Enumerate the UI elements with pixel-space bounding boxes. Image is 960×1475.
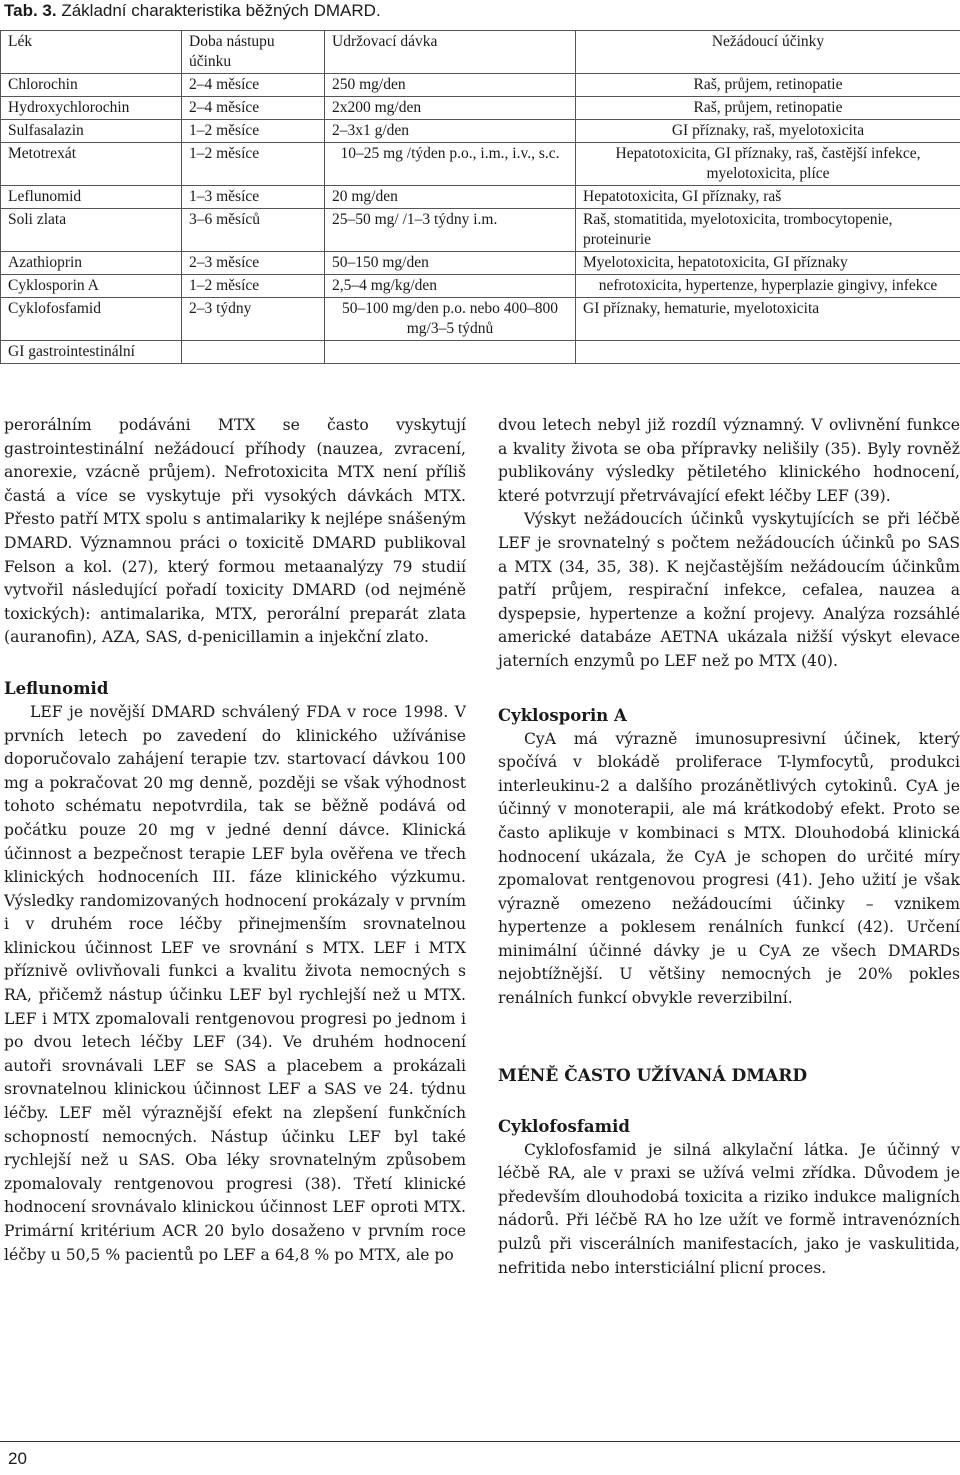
cell-dose: 250 mg/den xyxy=(325,74,576,97)
cell-dose: 50–150 mg/den xyxy=(325,252,576,275)
cell-empty xyxy=(182,341,325,364)
cell-adverse: GI příznaky, hematurie, myelotoxicita xyxy=(576,298,960,341)
cell-drug: Azathioprin xyxy=(1,252,182,275)
header-dose: Udržovací dávka xyxy=(325,31,576,74)
cell-adverse: Hepatotoxicita, GI příznaky, raš, častější infekce, myelotoxicita, plíce xyxy=(576,143,960,186)
section-heading-cyklosporin: Cyklosporin A xyxy=(498,705,627,725)
paragraph: Cyklofosfamid je silná alkylační látka. Je účinný v léčbě RA, ale v praxi se užívá velmi zřídka. Důvodem je především dlouhodobá toxicita a riziko indukce maligních nádorů. Při léčbě RA ho lze užít ve formě intravenózních pulzů při viscerálních manifestacích, jako je vaskulitida, nefritida nebo intersticiální plicní proces. xyxy=(498,1140,960,1277)
cell-dose: 25–50 mg/ /1–3 týdny i.m. xyxy=(325,209,576,252)
table-caption-label: Tab. 3. xyxy=(4,1,57,20)
header-adverse: Nežádoucí účinky xyxy=(576,31,960,74)
cell-drug: Chlorochin xyxy=(1,74,182,97)
table-header-row xyxy=(1,31,960,74)
cell-adverse: Myelotoxicita, hepatotoxicita, GI příznaky xyxy=(576,252,960,275)
cell-adverse: GI příznaky, raš, myelotoxicita xyxy=(576,120,960,143)
cell-onset: 2–3 týdny xyxy=(182,298,325,341)
table-row xyxy=(1,298,960,341)
table-row xyxy=(1,275,960,298)
cell-dose: 2–3x1 g/den xyxy=(325,120,576,143)
paragraph: CyA má výrazně imunosupresivní účinek, který spočívá v blokádě proliferace T-lymfocytů, produkci interleukinu-2 a dalšího prozánětlivých cytokinů. CyA je účinný v monoterapii, ale má krátkodobý efekt. Proto se často aplikuje v kombinaci s MTX. Dlouhodobá klinická hodnocení ukázala, že CyA je schopen do určité míry zpomalovat rentgenovou progresi (41). Jeho užití je však výrazně omezeno nežádoucími účinky – vznikem hypertenze a poklesem renálních funkcí (42). Určení minimální účinné dávky je u CyA ze všech DMARDs nejobtížnější. U většiny nemocných je 20% pokles renálních funkcí obvykle reverzibilní. xyxy=(498,729,960,1008)
cell-dose: 20 mg/den xyxy=(325,186,576,209)
left-column xyxy=(4,414,466,1267)
cell-dose: 2,5–4 mg/kg/den xyxy=(325,275,576,298)
cell-drug: Soli zlata xyxy=(1,209,182,252)
header-onset: Doba nástupu účinku xyxy=(182,31,325,74)
section-heading-leflunomid: Leflunomid xyxy=(4,678,109,698)
cell-onset: 2–4 měsíce xyxy=(182,74,325,97)
table-caption-text: Základní charakteristika běžných DMARD. xyxy=(61,1,381,20)
cell-onset: 1–2 měsíce xyxy=(182,120,325,143)
cell-adverse: nefrotoxicita, hypertenze, hyperplazie gingivy, infekce xyxy=(576,275,960,298)
table-row xyxy=(1,97,960,120)
table-row xyxy=(1,143,960,186)
cell-empty xyxy=(325,341,576,364)
table-footnote-row xyxy=(1,341,960,364)
cell-adverse: Raš, průjem, retinopatie xyxy=(576,74,960,97)
header-drug: Lék xyxy=(1,31,182,74)
paragraph: Výskyt nežádoucích účinků vyskytujících se při léčbě LEF je srovnatelný s počtem nežádoucích účinků po SAS a MTX (34, 35, 38). K nejčastějším nežádoucím účinkům patří průjem, respirační infekce, cefalea, nauzea a dyspepsie, hypertenze a kožní projevy. Analýza rozsáhlé americké databáze AETNA ukázala nižší výskyt elevace jaterních enzymů po LEF než po MTX (40). xyxy=(498,510,960,670)
cell-onset: 1–3 měsíce xyxy=(182,186,325,209)
cell-onset: 1–2 měsíce xyxy=(182,143,325,186)
paragraph: perorálním podáváni MTX se často vyskytují gastrointestinální nežádoucí příhody (nauzea, zvracení, anorexie, vzácně průjem). Nefrotoxicita MTX není příliš častá a více se vyskytuje při vysokých dávkách MTX. Přesto patří MTX spolu s antimalariky k nejlépe snášeným DMARD. Významnou práci o toxicitě DMARD publikoval Felson a kol. (27), který formou metaanalýzy 79 studií vytvořil následující pořadí toxicity DMARD (od nejméně toxických): antimalarika, MTX, perorální preparát zlata (auranofin), AZA, SAS, d-penicillamin a injekční zlato. xyxy=(4,416,466,647)
section-heading-cyklofosfamid: Cyklofosfamid xyxy=(498,1116,630,1136)
table-footnote: GI gastrointestinální xyxy=(1,341,182,364)
cell-onset: 2–3 měsíce xyxy=(182,252,325,275)
paragraph: dvou letech nebyl již rozdíl významný. V ovlivnění funkce a kvality života se oba přípravky nelišily (35). Byly rovněž publikovány výsledky pětiletého klinického hodnocení, které potvrzují přetrvávající efekt léčby LEF (39). xyxy=(498,416,960,505)
cell-drug: Cyklosporin A xyxy=(1,275,182,298)
cell-drug: Hydroxychlorochin xyxy=(1,97,182,120)
cell-dose: 50–100 mg/den p.o. nebo 400–800 mg/3–5 týdnů xyxy=(325,298,576,341)
paragraph: LEF je novější DMARD schválený FDA v roce 1998. V prvních letech po zavedení do klinického užívánise doporučovalo zahájení terapie tzv. startovací dávkou 100 mg a pokračovat 20 mg denně, později se však výhodnost tohoto schématu nepotvrdila, tak se běžně podává od počátku pouze 20 mg v jedné denní dávce. Klinická účinnost a bezpečnost terapie LEF byla ověřena ve třech klinických hodnoceních III. fáze klinického výzkumu. Výsledky randomizovaných hodnocení prokázaly v prvním i v druhém roce léčby přinejmenším srovnatelnou klinickou účinnost LEF ve srovnání s MTX. LEF i MTX příznivě ovlivňovali funkci a kvalitu života nemocných s RA, přičemž nástup účinku LEF byl rychlejší než u MTX. LEF i MTX zpomalovali rentgenovou progresi po jednom i po dvou letech léčby LEF (34). Ve druhém hodnocení autoři srovnávali LEF se SAS a placebem a prokázali srovnatelnou klinickou účinnost LEF a SAS ve 24. týdnu léčby. LEF měl výraznější efekt na zlepšení funkčních schopností nemocných. Nástup účinku LEF byl také rychlejší než u SAS. Oba léky srovnatelným způsobem zpomalovaly rentgenovou progresi (38). Třetí klinické hodnocení srovnávalo klinickou účinnost LEF oproti MTX. Primární kritérium ACR 20 bylo dosaženo v prvním roce léčby u 50,5 % pacientů po LEF a 64,8 % po MTX, ale po xyxy=(4,702,466,1264)
table-row xyxy=(1,209,960,252)
table-row xyxy=(1,74,960,97)
cell-empty xyxy=(576,341,960,364)
section-title: MÉNĚ ČASTO UŽÍVANÁ DMARD xyxy=(498,1065,808,1086)
cell-drug: Cyklofosfamid xyxy=(1,298,182,341)
cell-dose: 10–25 mg /týden p.o., i.m., i.v., s.c. xyxy=(325,143,576,186)
cell-onset: 3–6 měsíců xyxy=(182,209,325,252)
page-divider xyxy=(0,1441,960,1442)
cell-drug: Metotrexát xyxy=(1,143,182,186)
cell-onset: 2–4 měsíce xyxy=(182,97,325,120)
page-number: 20 xyxy=(8,1449,27,1468)
table-caption xyxy=(4,0,381,22)
cell-onset: 1–2 měsíce xyxy=(182,275,325,298)
table-row xyxy=(1,252,960,275)
cell-adverse: Raš, průjem, retinopatie xyxy=(576,97,960,120)
table-row xyxy=(1,120,960,143)
right-column xyxy=(498,414,960,1280)
dmard-table xyxy=(0,30,960,364)
cell-drug: Sulfasalazin xyxy=(1,120,182,143)
cell-drug: Leflunomid xyxy=(1,186,182,209)
table-row xyxy=(1,186,960,209)
cell-adverse: Raš, stomatitida, myelotoxicita, trombocytopenie, proteinurie xyxy=(576,209,960,252)
cell-dose: 2x200 mg/den xyxy=(325,97,576,120)
cell-adverse: Hepatotoxicita, GI příznaky, raš xyxy=(576,186,960,209)
